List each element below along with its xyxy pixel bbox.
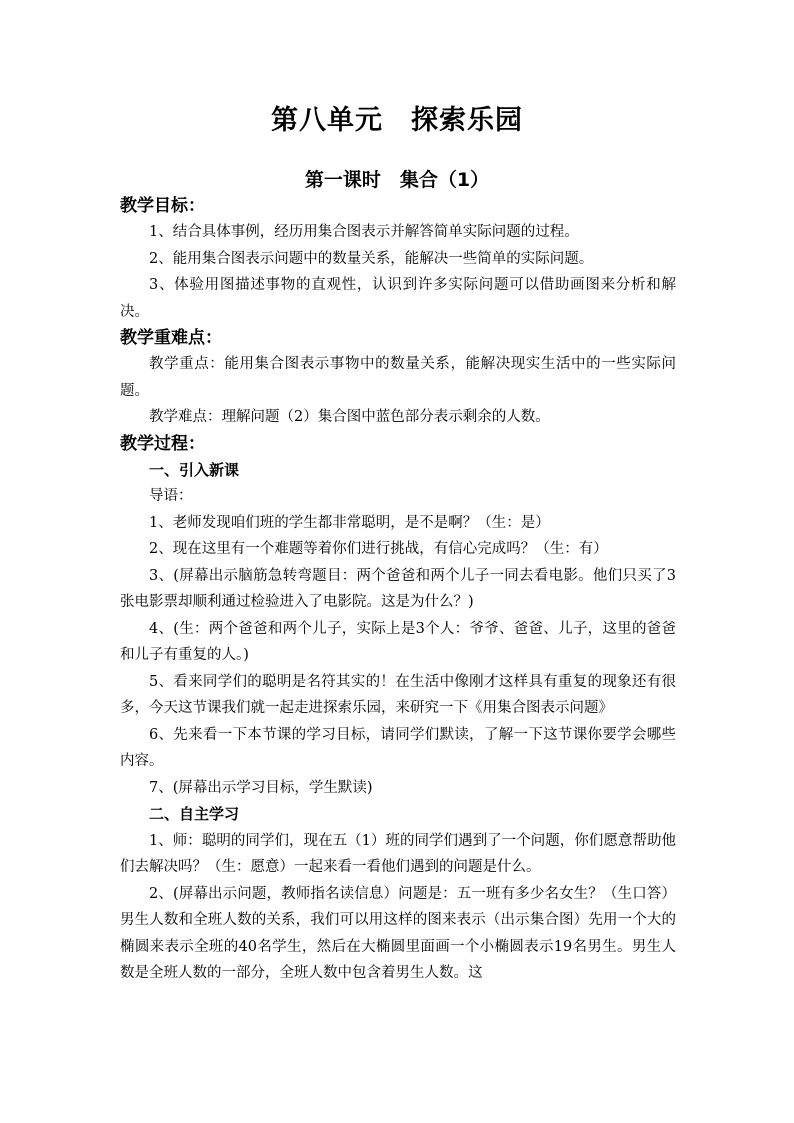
process-item: 7、(屏幕出示学习目标，学生默读) — [149, 779, 373, 796]
unit-title: 第八单元 探索乐园 — [271, 105, 523, 136]
process-item: 4、(生：两个爸爸和两个儿子，实际上是3个人：爷爷、爸爸、儿子，这里的爸爸和儿子有重复的人。) — [120, 620, 676, 663]
objective-item: 1、结合具体事例，经历用集合图表示并解答简单实际问题的过程。 — [149, 224, 579, 240]
process-item: 导语： — [149, 488, 193, 504]
process-item: 3、(屏幕出示脑筋急转弯题目：两个爸爸和两个儿子一同去看电影。他们只买了3张电影票却顺利通过检验进入了电影院。这是为什么？) — [120, 567, 676, 610]
process-item: 2、(屏幕出示问题，教师指名读信息）问题是：五一班有多少名女生？（生口答）男生人数和全班人数的关系，我们可以用这样的图来表示（出示集合图）先用一个大的椭圆来表示全班的40名学生，然后在大椭圆里面画一个小椭圆表示19名男生。男生人数是全班人数的一部分，全班人数中包含着男生人数。这 — [120, 885, 676, 981]
document-body — [120, 193, 676, 987]
process-item: 6、先来看一下本节课的学习目标，请同学们默读，了解一下这节课你要学会哪些内容。 — [120, 726, 676, 769]
process-item: 5、看来同学们的聪明是名符其实的！在生活中像刚才这样具有重复的现象还有很多，今天这节课我们就一起走进探索乐园，来研究一下《用集合图表示问题》 — [120, 673, 676, 716]
lesson-subtitle: 第一课时 集合（1） — [304, 169, 490, 191]
objective-item: 2、能用集合图表示问题中的数量关系，能解决一些简单的实际问题。 — [149, 250, 594, 267]
process-heading: 教学过程： — [120, 433, 205, 454]
part2-heading: 二、自主学习 — [149, 805, 240, 823]
process-item: 2、现在这里有一个难题等着你们进行挑战，有信心完成吗？（生：有） — [149, 541, 608, 557]
process-item: 1、师：聪明的同学们，现在五（1）班的同学们遇到了一个问题，你们愿意帮助他们去解决吗？（生：愿意）一起来看一看他们遇到的问题是什么。 — [120, 832, 676, 875]
key-point-item: 教学重点：能用集合图表示事物中的数量关系，能解决现实生活中的一些实际问题。 — [120, 356, 676, 399]
key-points-heading: 教学重难点： — [120, 328, 222, 348]
process-item: 1、老师发现咱们班的学生都非常聪明，是不是啊？（生：是） — [149, 514, 550, 531]
key-point-item: 教学难点：理解问题（2）集合图中蓝色部分表示剩余的人数。 — [149, 409, 550, 425]
objectives-heading: 教学目标： — [120, 196, 205, 216]
part1-heading: 一、引入新课 — [149, 460, 240, 479]
objective-item: 3、体验用图描述事物的直观性，认识到许多实际问题可以借助画图来分析和解决。 — [120, 277, 676, 320]
